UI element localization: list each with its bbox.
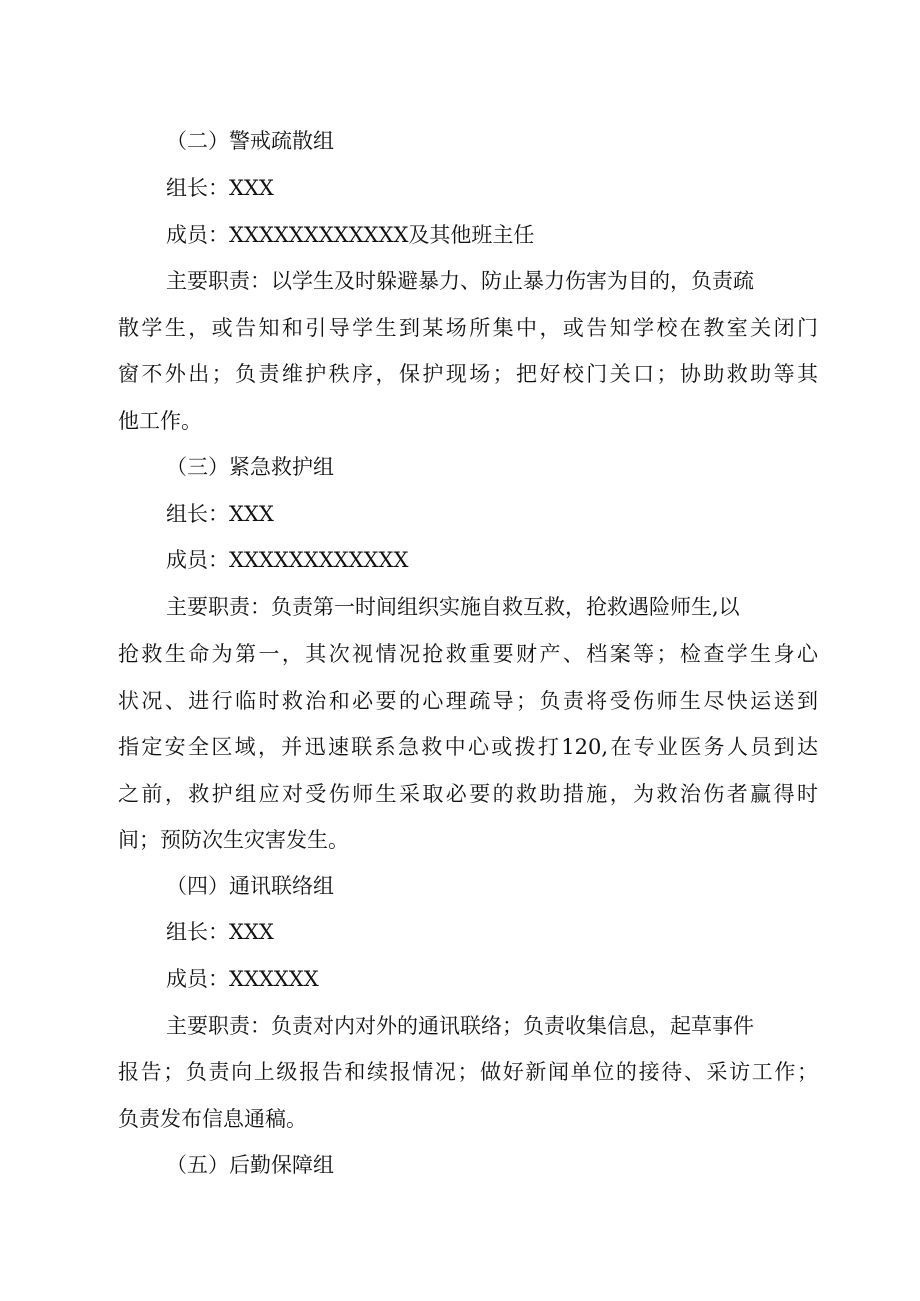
group-leader: 组长：XXX [166, 176, 274, 200]
duty-text-line: 指定安全区域，并迅速联系急救中心或拨打120,在专业医务人员到达 [118, 735, 818, 759]
duty-text-line: 报告；负责向上级报告和续报情况；做好新闻单位的接待、采访工作； [118, 1060, 818, 1084]
duty-text-line: 主要职责：负责第一时间组织实施自救互救，抢救遇险师生,以 [166, 595, 740, 619]
duty-text-line: 负责发布信息通稿。 [118, 1107, 307, 1131]
duty-text-line: 间；预防次生灾害发生。 [118, 828, 349, 852]
duty-text-line: 窗不外出；负责维护秩序，保护现场；把好校门关口；协助救助等其 [118, 362, 818, 386]
duty-text-line: 之前，救护组应对受伤师生采取必要的救助措施，为救治伤者赢得时 [118, 782, 818, 806]
group-members: 成员：XXXXXX [166, 967, 319, 991]
duty-text-line: 散学生，或告知和引导学生到某场所集中，或告知学校在教室关闭门 [118, 316, 818, 340]
group-members: 成员：XXXXXXXXXXXX [166, 548, 409, 572]
group-leader: 组长：XXX [166, 502, 274, 526]
section-heading: （三）紧急救护组 [166, 455, 334, 479]
group-leader: 组长：XXX [166, 920, 274, 944]
section-heading: （二）警戒疏散组 [166, 129, 334, 153]
duty-text-line: 状况、进行临时救治和必要的心理疏导；负责将受伤师生尽快运送到 [118, 689, 818, 713]
group-members: 成员：XXXXXXXXXXXX及其他班主任 [166, 223, 535, 247]
duty-text-line: 抢救生命为第一，其次视情况抢救重要财产、档案等；检查学生身心 [118, 642, 818, 666]
section-heading: （四）通讯联络组 [166, 874, 334, 898]
section-heading: （五）后勤保障组 [166, 1153, 334, 1177]
duty-text-line: 他工作。 [118, 409, 202, 433]
duty-text-line: 主要职责：负责对内对外的通讯联络；负责收集信息，起草事件 [166, 1014, 754, 1038]
duty-text-line: 主要职责：以学生及时躲避暴力、防止暴力伤害为目的，负责疏 [166, 269, 754, 293]
